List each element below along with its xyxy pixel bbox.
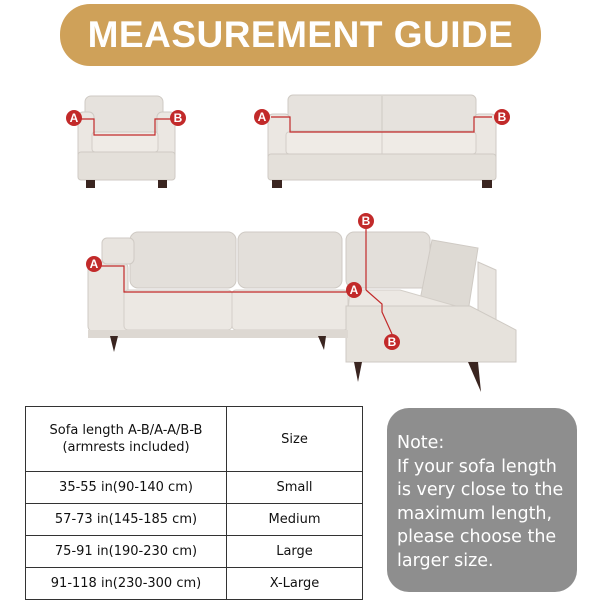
header-size: Size <box>227 407 363 472</box>
armchair-illustration <box>78 96 175 188</box>
row-size: Large <box>227 536 363 568</box>
svg-text:B: B <box>173 111 183 125</box>
row-size: Medium <box>227 504 363 536</box>
marker-b-sectional-top <box>358 213 374 229</box>
sofa-illustration <box>268 95 496 188</box>
marker-a-armchair <box>66 110 82 126</box>
size-chart-table <box>25 406 363 600</box>
row-length: 57-73 in(145-185 cm) <box>26 504 227 536</box>
table-row <box>26 472 363 504</box>
table-row <box>26 504 363 536</box>
svg-text:A: A <box>89 257 99 271</box>
note-box <box>387 408 577 592</box>
svg-text:B: B <box>387 335 397 349</box>
table-header-row <box>26 407 363 472</box>
marker-b-sofa <box>494 109 510 125</box>
note-line: please choose the <box>397 527 557 547</box>
header-length: Sofa length A-B/A-A/B-B (armrests included) <box>26 407 227 472</box>
marker-b-armchair <box>170 110 186 126</box>
sectional-illustration <box>88 226 516 392</box>
note-line: maximum length, <box>397 503 553 524</box>
row-length: 91-118 in(230-300 cm) <box>26 568 227 600</box>
row-length: 75-91 in(190-230 cm) <box>26 536 227 568</box>
svg-text:A: A <box>349 283 359 297</box>
marker-b-sectional-chaise <box>384 334 400 350</box>
table-row <box>26 568 363 600</box>
svg-text:B: B <box>361 214 371 228</box>
marker-a-sectional-corner <box>346 282 362 298</box>
note-line: larger size. <box>397 550 494 571</box>
svg-text:A: A <box>69 111 79 125</box>
row-size: Small <box>227 472 363 504</box>
svg-text:B: B <box>497 110 507 124</box>
note-line: If your sofa length <box>397 456 557 477</box>
note-line: is very close to the <box>397 480 564 500</box>
banner-title: MEASUREMENT GUIDE <box>87 14 514 55</box>
note-line: Note: <box>397 433 445 453</box>
row-size: X-Large <box>227 568 363 600</box>
row-length: 35-55 in(90-140 cm) <box>26 472 227 504</box>
marker-a-sectional-left <box>86 256 102 272</box>
table-row <box>26 536 363 568</box>
marker-a-sofa <box>254 109 270 125</box>
svg-text:A: A <box>257 110 267 124</box>
